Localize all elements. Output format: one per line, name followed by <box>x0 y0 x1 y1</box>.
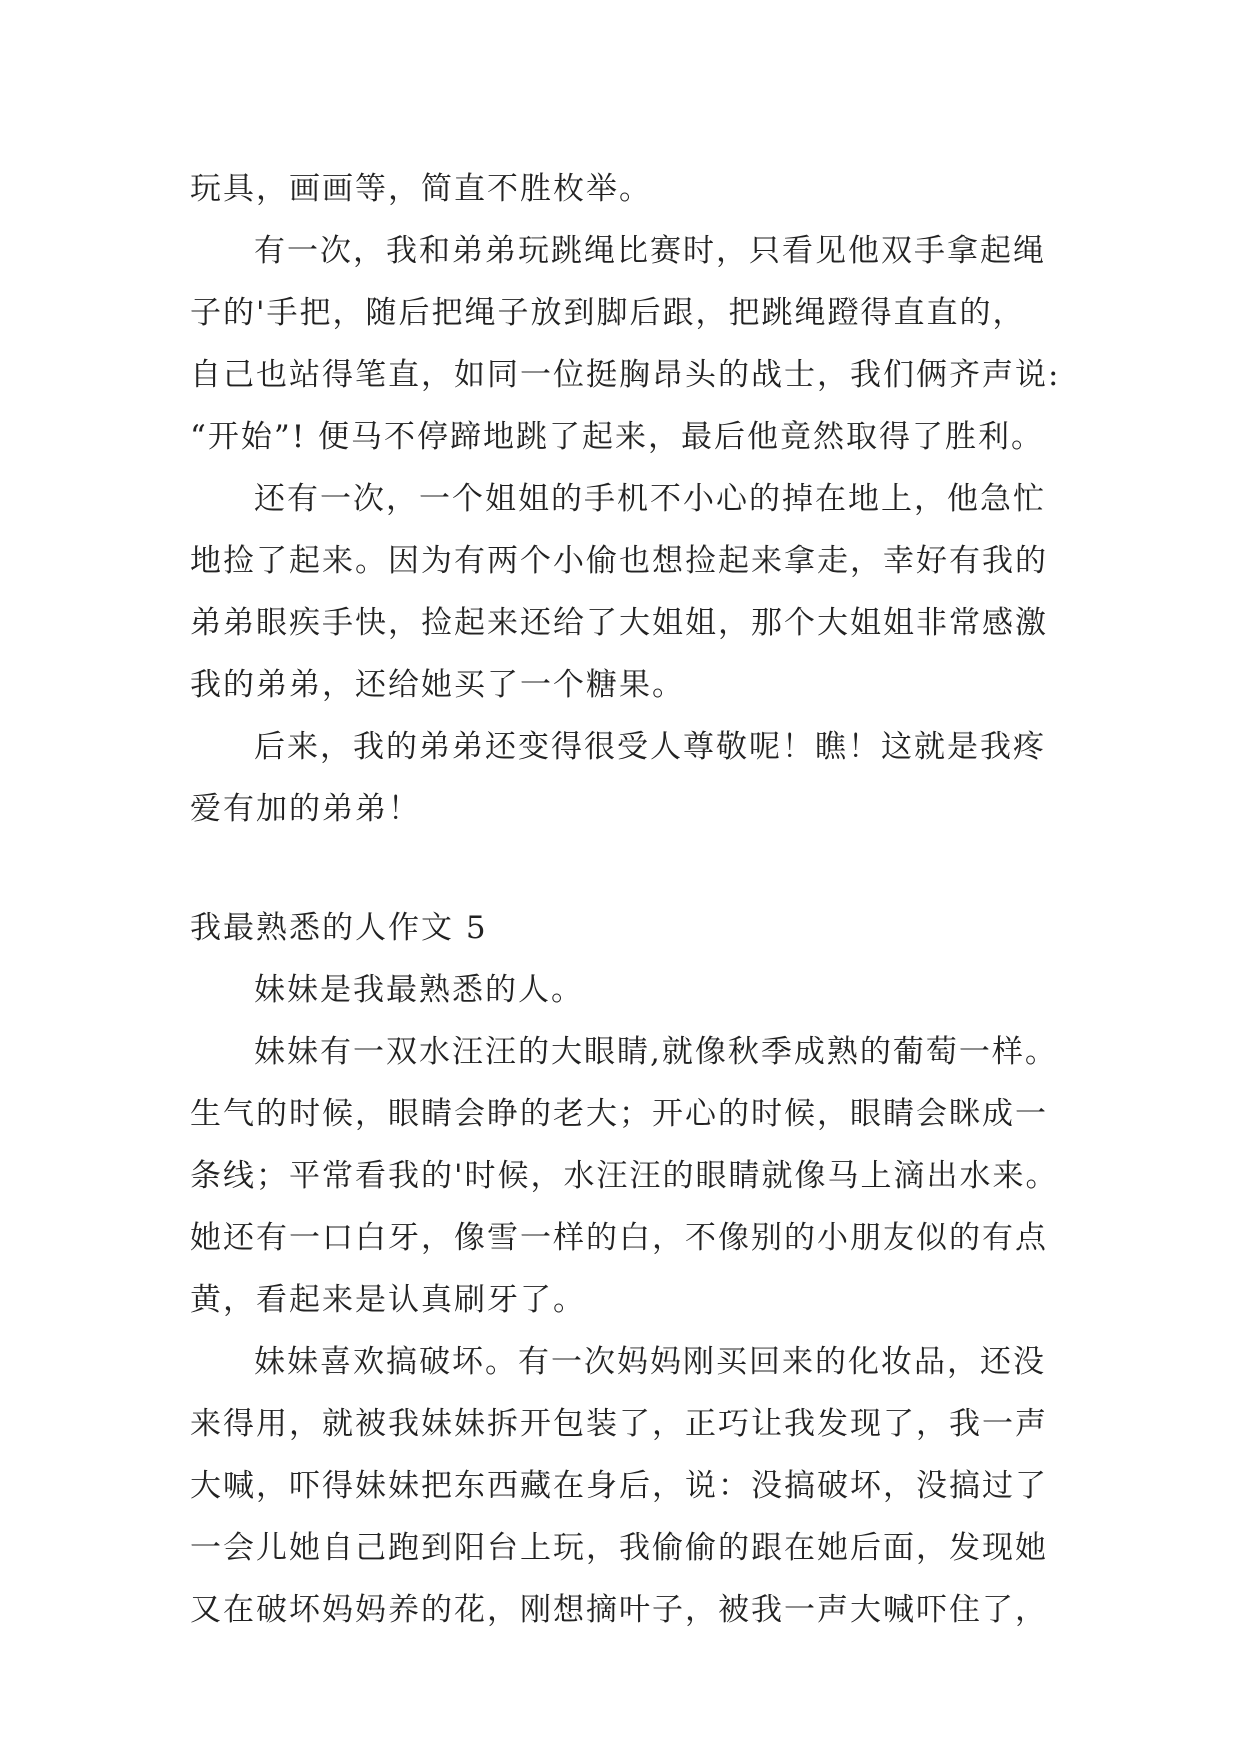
text-line: 弟弟眼疾手快，捡起来还给了大姐姐，那个大姐姐非常感激 <box>190 605 1048 641</box>
text-line: 玩具，画画等，简直不胜枚举。 <box>190 171 652 207</box>
text-line: “开始”! 便马不停蹄地跳了起来，最后他竟然取得了胜利。 <box>190 419 1045 455</box>
text-line: 我的弟弟，还给她买了一个糖果。 <box>190 667 685 703</box>
paragraph-start-line: 后来，我的弟弟还变得很受人尊敬呢！瞧！这就是我疼 <box>254 729 1046 765</box>
text-line: 大喊，吓得妹妹把东西藏在身后，说：没搞破坏，没搞过了 <box>190 1468 1048 1504</box>
text-line: 爱有加的弟弟！ <box>190 791 421 827</box>
text-line: 自己也站得笔直，如同一位挺胸昂头的战士，我们俩齐声说: <box>190 357 1061 393</box>
paragraph-start-line: 妹妹是我最熟悉的人。 <box>254 972 584 1008</box>
text-line: 地捡了起来。因为有两个小偷也想捡起来拿走，幸好有我的 <box>190 543 1048 579</box>
paragraph-start-line: 有一次，我和弟弟玩跳绳比赛时，只看见他双手拿起绳 <box>254 233 1046 269</box>
essay-title: 我最熟悉的人作文 5 <box>190 910 488 946</box>
text-line: 来得用，就被我妹妹拆开包装了，正巧让我发现了，我一声 <box>190 1406 1048 1442</box>
text-line: 又在破坏妈妈养的花，刚想摘叶子，被我一声大喊吓住了， <box>190 1592 1048 1628</box>
text-line: 一会儿她自己跑到阳台上玩，我偷偷的跟在她后面，发现她 <box>190 1530 1048 1566</box>
paragraph-start-line: 妹妹有一双水汪汪的大眼睛,就像秋季成熟的葡萄一样。 <box>254 1034 1058 1070</box>
text-line: 她还有一口白牙，像雪一样的白，不像别的小朋友似的有点 <box>190 1220 1048 1256</box>
text-line: 生气的时候，眼睛会睁的老大；开心的时候，眼睛会眯成一 <box>190 1096 1048 1132</box>
text-line: 黄，看起来是认真刷牙了。 <box>190 1282 586 1318</box>
paragraph-start-line: 还有一次，一个姐姐的手机不小心的掉在地上，他急忙 <box>254 481 1046 517</box>
text-line: 条线；平常看我的'时候，水汪汪的眼睛就像马上滴出水来。 <box>190 1158 1059 1194</box>
paragraph-start-line: 妹妹喜欢搞破坏。有一次妈妈刚买回来的化妆品，还没 <box>254 1344 1046 1380</box>
text-line: 子的'手把，随后把绳子放到脚后跟，把跳绳蹬得直直的， <box>190 295 1026 331</box>
essay-text <box>190 158 1080 1641</box>
